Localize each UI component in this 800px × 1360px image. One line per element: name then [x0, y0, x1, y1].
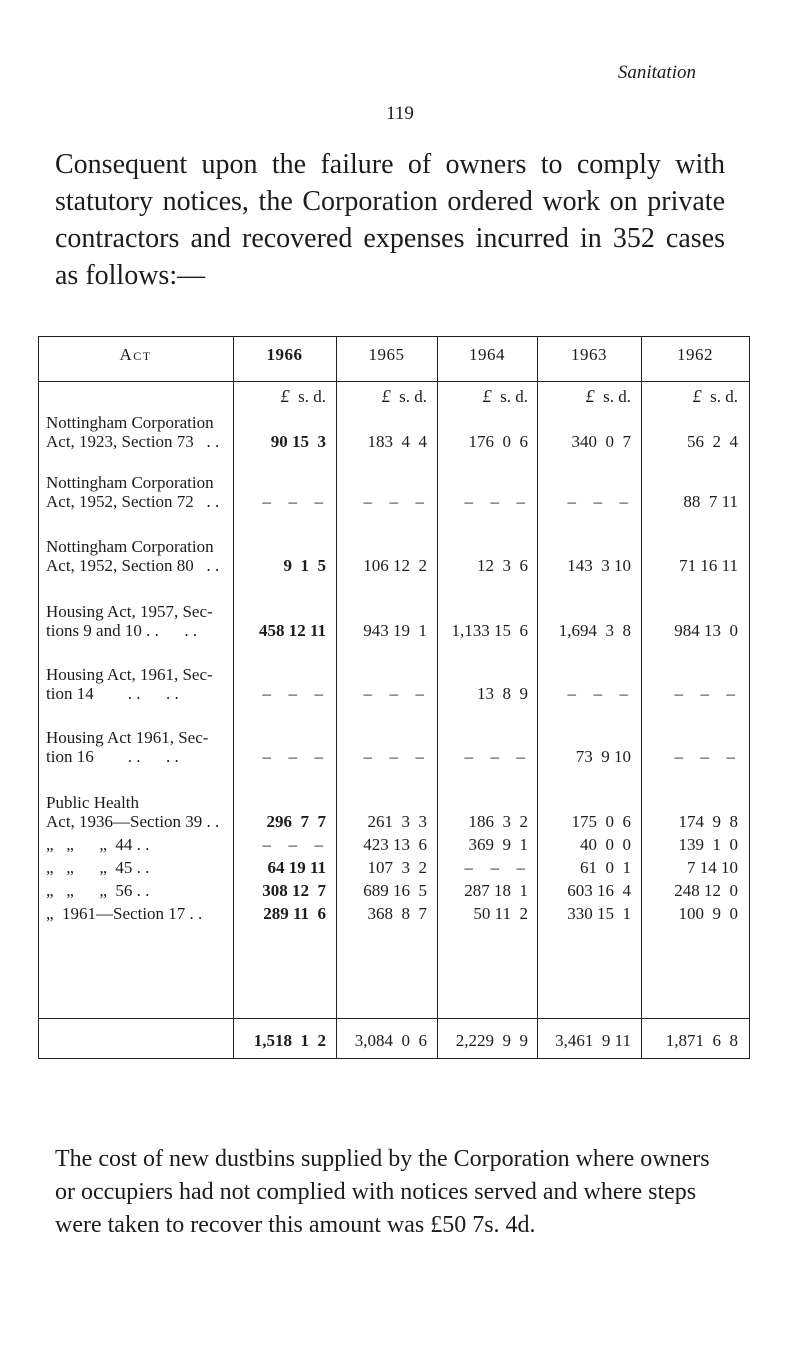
intro-paragraph: Consequent upon the failure of owners to comply with statutory notices, the Corporation ordered work on private contractors and recovered expenses incurred in 352 cases as follows:— [55, 149, 725, 291]
unit-label: £ s. d. [585, 386, 631, 406]
value-cell: 100 9 0 [678, 904, 738, 923]
act-label: „ 1961—Section 17 . . [46, 904, 203, 923]
value-cell: 90 15 3 [270, 432, 326, 451]
value-cell: 183 4 4 [367, 432, 427, 451]
act-label: „ „ „ 44 . . [46, 835, 150, 854]
value-cell: 368 8 7 [367, 904, 427, 923]
value-cell: 296 7 7 [266, 812, 326, 831]
page-number: 119 [386, 103, 414, 124]
act-label: Nottingham Corporation [46, 537, 214, 556]
total-cell: 3,461 9 11 [555, 1031, 631, 1050]
value-cell: – – – [464, 747, 528, 766]
unit-label: £ s. d. [482, 386, 528, 406]
act-label: tions 9 and 10 . . . . [46, 621, 198, 640]
value-cell: 423 13 6 [363, 835, 427, 854]
column-header-year: 1963 [571, 345, 607, 364]
value-cell: 943 19 1 [363, 621, 427, 640]
act-label: Act, 1952, Section 72 . . [46, 492, 220, 511]
act-label: Housing Act, 1957, Sec- [46, 602, 213, 621]
value-cell: – – – [567, 492, 631, 511]
value-cell: 261 3 3 [367, 812, 427, 831]
value-cell: 369 9 1 [468, 835, 528, 854]
value-cell: 174 9 8 [678, 812, 738, 831]
section-header: Sanitation [617, 62, 696, 83]
unit-label: £ s. d. [692, 386, 738, 406]
total-cell: 1,518 1 2 [253, 1031, 326, 1050]
value-cell: – – – [262, 492, 326, 511]
value-cell: 603 16 4 [567, 881, 631, 900]
column-header-year: 1965 [368, 345, 405, 364]
value-cell: – – – [262, 684, 326, 703]
value-cell: 689 16 5 [363, 881, 427, 900]
value-cell: 248 12 0 [674, 881, 738, 900]
value-cell: 106 12 2 [363, 556, 427, 575]
value-cell: 50 11 2 [473, 904, 528, 923]
value-cell: 139 1 0 [678, 835, 738, 854]
dustbin-cost-note: The cost of new dustbins supplied by the Corporation where owners or occupiers had not complied with notices served and where steps were taken to recover this amount was £50 7s. 4d. [55, 1146, 710, 1238]
value-cell: – – – [464, 858, 528, 877]
total-cell: 3,084 0 6 [354, 1031, 427, 1050]
expenses-table [38, 336, 750, 1059]
act-label: Act, 1952, Section 80 . . [46, 556, 220, 575]
value-cell: 308 12 7 [262, 881, 326, 900]
value-cell: – – – [262, 747, 326, 766]
value-cell: 107 3 2 [367, 858, 427, 877]
act-label: tion 14 . . . . [46, 684, 179, 703]
value-cell: – – – [363, 492, 427, 511]
value-cell: 1,133 15 6 [451, 621, 528, 640]
unit-label: £ s. d. [280, 386, 326, 406]
column-header-year: 1966 [266, 345, 303, 364]
value-cell: 1,694 3 8 [558, 621, 631, 640]
value-cell: 7 14 10 [687, 858, 738, 877]
act-label: Housing Act, 1961, Sec- [46, 665, 213, 684]
value-cell: 340 0 7 [571, 432, 631, 451]
value-cell: – – – [674, 684, 738, 703]
act-label: Nottingham Corporation [46, 473, 214, 492]
value-cell: – – – [464, 492, 528, 511]
value-cell: – – – [674, 747, 738, 766]
act-label: tion 16 . . . . [46, 747, 179, 766]
value-cell: 13 8 9 [477, 684, 528, 703]
value-cell: 61 0 1 [580, 858, 631, 877]
act-label: „ „ „ 56 . . [46, 881, 150, 900]
total-cell: 2,229 9 9 [455, 1031, 528, 1050]
column-header-act: Act [119, 345, 152, 364]
value-cell: 175 0 6 [571, 812, 631, 831]
value-cell: 9 1 5 [283, 556, 326, 575]
value-cell: 40 0 0 [580, 835, 631, 854]
value-cell: 186 3 2 [468, 812, 528, 831]
act-label: Act, 1923, Section 73 . . [46, 432, 220, 451]
value-cell: 330 15 1 [567, 904, 631, 923]
act-label: „ „ „ 45 . . [46, 858, 150, 877]
value-cell: 71 16 11 [679, 556, 738, 575]
act-label: Nottingham Corporation [46, 413, 214, 432]
column-header-year: 1964 [469, 345, 505, 364]
value-cell: 984 13 0 [674, 621, 738, 640]
value-cell: 64 19 11 [267, 858, 326, 877]
value-cell: 12 3 6 [477, 556, 528, 575]
value-cell: 143 3 10 [567, 556, 631, 575]
value-cell: 287 18 1 [464, 881, 528, 900]
value-cell: 289 11 6 [263, 904, 326, 923]
value-cell: 73 9 10 [575, 747, 631, 766]
unit-label: £ s. d. [381, 386, 427, 406]
value-cell: 176 0 6 [468, 432, 528, 451]
value-cell: – – – [262, 835, 326, 854]
value-cell: 56 2 4 [687, 432, 738, 451]
column-header-year: 1962 [677, 345, 713, 364]
value-cell: 88 7 11 [683, 492, 738, 511]
total-cell: 1,871 6 8 [665, 1031, 738, 1050]
value-cell: – – – [567, 684, 631, 703]
value-cell: – – – [363, 684, 427, 703]
value-cell: – – – [363, 747, 427, 766]
act-label: Public Health [46, 793, 140, 812]
value-cell: 458 12 11 [258, 621, 326, 640]
act-label: Housing Act 1961, Sec- [46, 728, 209, 747]
act-label: Act, 1936—Section 39 . . [46, 812, 220, 831]
